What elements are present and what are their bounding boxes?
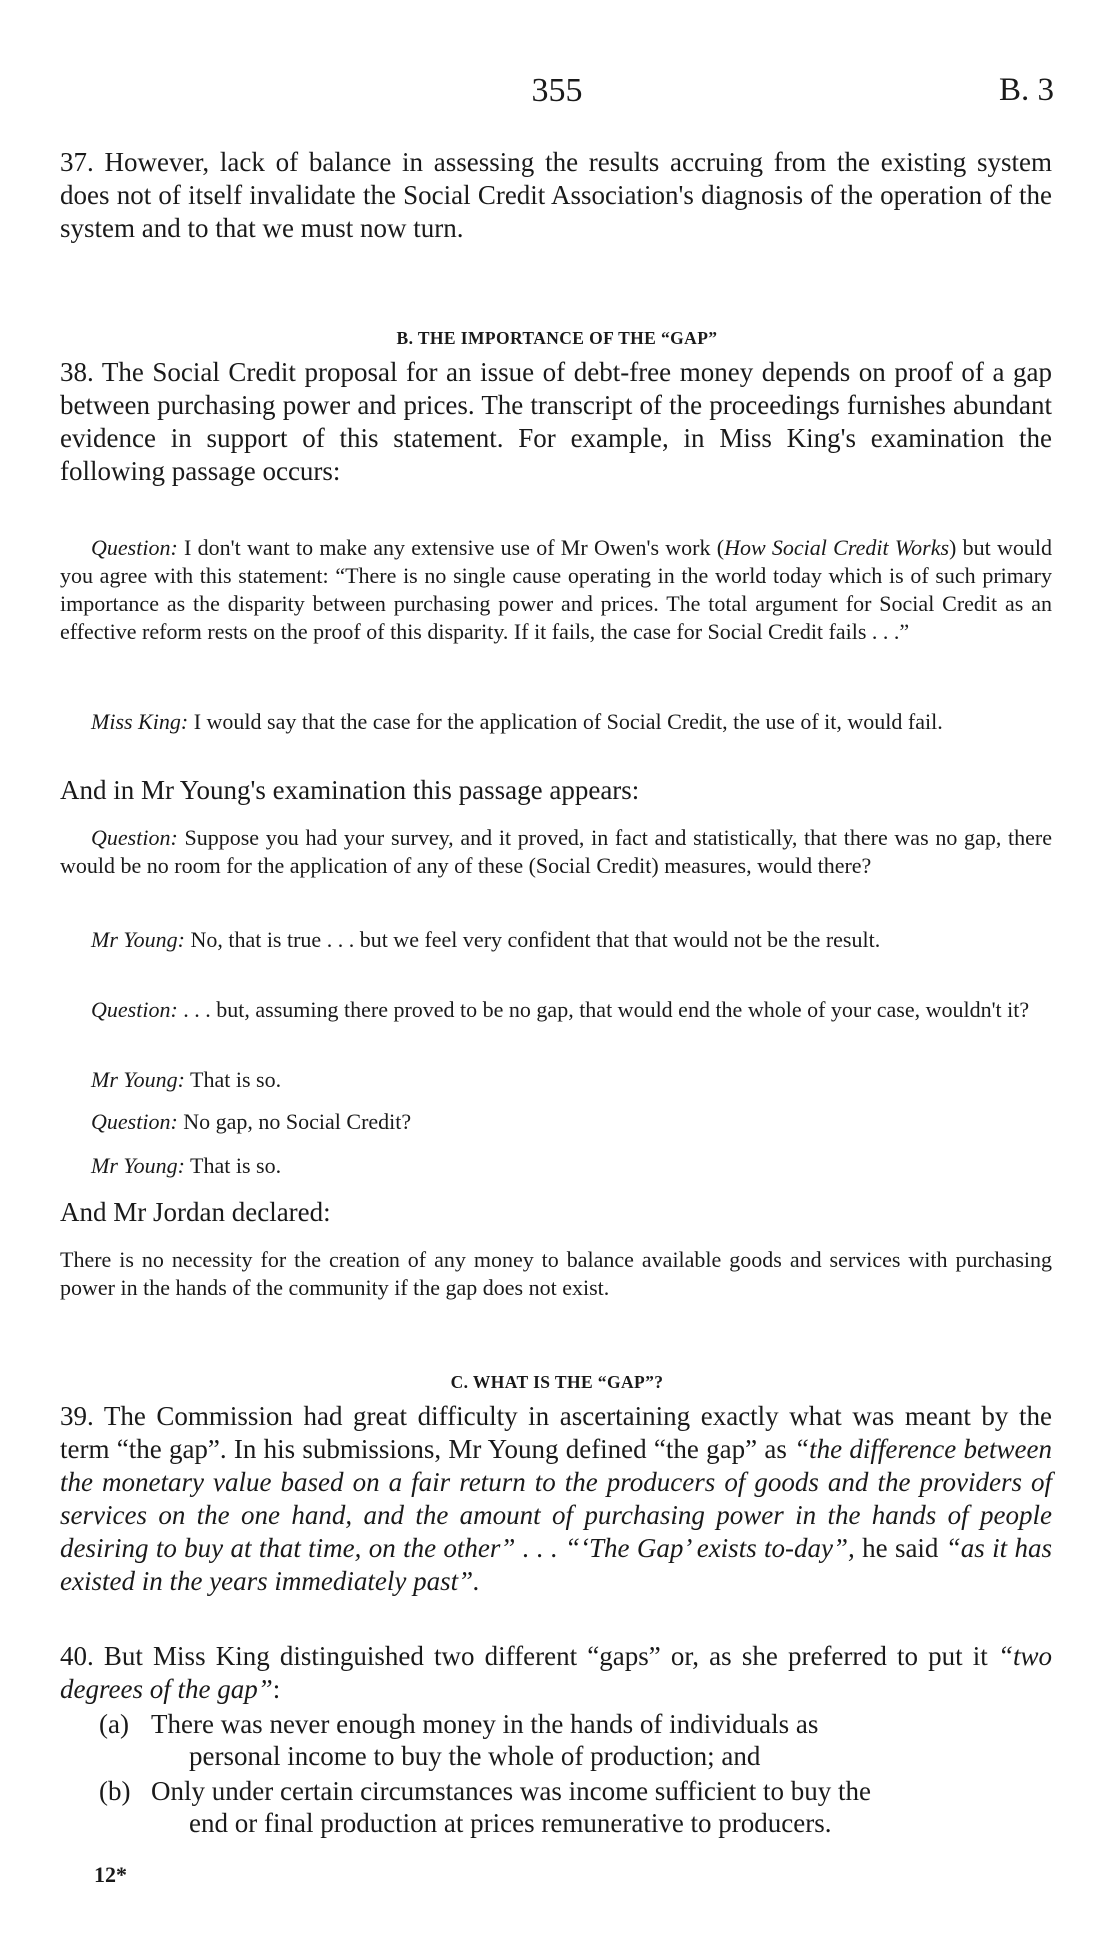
page-number: 355 — [531, 72, 583, 109]
section-b-heading: B. THE IMPORTANCE OF THE “GAP” — [396, 328, 718, 348]
paragraph-38-text: 38. The Social Credit proposal for an issue of debt-free money depends on proof of a gap between purchasing power and prices. The transcript of the proceedings furnishes abundant evidence in support of this statement. For example, in Miss King's examination the following passage occurs: — [60, 357, 1052, 486]
jordan-quote — [60, 1246, 1052, 1302]
speaker-label: Question: — [91, 825, 178, 850]
quote-answer-1 — [60, 708, 1052, 736]
quote-answer-1-text: Miss King: I would say that the case for the application of Social Credit, the use of it, would fail. — [91, 709, 943, 734]
speaker-label: Mr Young: — [91, 927, 185, 952]
quote-question-1-text: Question: I don't want to make any extensive use of Mr Owen's work (How Social Credit Works) but would you agree with this statement: “There is no single cause operating in the world today which is of such primary importance as the disparity between purchasing power and prices. The total argument for Social Credit as an effective reform rests on the proof of this disparity. If it fails, the case for Social Credit fails . . .” — [60, 535, 1052, 644]
jordan-intro-text: And Mr Jordan declared: — [60, 1197, 331, 1227]
list-marker: (b) — [99, 1776, 131, 1806]
exchange-6: Mr Young: That is so. — [91, 1153, 282, 1178]
exchange-5: Question: No gap, no Social Credit? — [91, 1109, 412, 1134]
section-c-heading: C. WHAT IS THE “GAP”? — [450, 1372, 664, 1392]
exchange-1: Question: Suppose you had your survey, and it proved, in fact and statistically, that there was no gap, there would be no room for the application of any of these (Social Credit) measures, would there? — [60, 825, 1052, 878]
speaker-label: Question: — [91, 1109, 178, 1134]
document-code: B. 3 — [998, 72, 1054, 108]
paragraph-40 — [60, 1640, 1052, 1706]
paragraph-39-text: 39. The Commission had great difficulty in ascertaining exactly what was meant by the term “the gap”. In his submissions, Mr Young defined “the gap” as “the difference between the monetary value based on a fair return to the producers of goods and the providers of services on the one hand, and the amount of purchasing power in the hands of people desiring to buy at that time, on the other” . . . “‘The Gap’ exists to-day”, he said “as it has existed in the years immediately past”. — [60, 1401, 1052, 1596]
speaker-label: Question: — [91, 535, 178, 560]
young-intro-text: And in Mr Young's examination this passage appears: — [60, 775, 640, 805]
paragraph-39 — [60, 1400, 1052, 1598]
speaker-label: Mr Young: — [91, 1153, 185, 1178]
paragraph-38 — [60, 356, 1052, 488]
quote-question-1 — [60, 534, 1052, 646]
signature-mark: 12* — [94, 1862, 127, 1887]
list-item-b: (b) Only under certain circumstances was income sufficient to buy the end or final production at prices remunerative to producers. — [99, 1776, 872, 1838]
young-intro — [60, 774, 1052, 807]
paragraph-40-text: 40. But Miss King distinguished two different “gaps” or, as she preferred to put it “two degrees of the gap”: — [60, 1641, 1052, 1704]
speaker-label: Mr Young: — [91, 1067, 185, 1092]
jordan-intro — [60, 1196, 1052, 1229]
list-item-a: (a) There was never enough money in the hands of individuals as personal income to buy the whole of production; and — [99, 1709, 819, 1771]
paragraph-37 — [60, 146, 1052, 245]
speaker-label: Question: — [91, 997, 178, 1022]
exchange-4: Mr Young: That is so. — [91, 1067, 282, 1092]
cited-work-title: How Social Credit Works — [724, 535, 950, 560]
exchange-2: Mr Young: No, that is true . . . but we feel very confident that that would not be the result. — [91, 927, 881, 952]
list-marker: (a) — [99, 1709, 129, 1739]
speaker-label: Miss King: — [91, 709, 189, 734]
jordan-quote-text: There is no necessity for the creation of any money to balance available goods and services with purchasing power in the hands of the community if the gap does not exist. — [60, 1247, 1052, 1300]
exchange-3: Question: . . . but, assuming there proved to be no gap, that would end the whole of your case, wouldn't it? — [91, 997, 1030, 1022]
paragraph-37-text: 37. However, lack of balance in assessing the results accruing from the existing system does not of itself invalidate the Social Credit Association's diagnosis of the operation of the system and to that we must now turn. — [60, 147, 1052, 243]
